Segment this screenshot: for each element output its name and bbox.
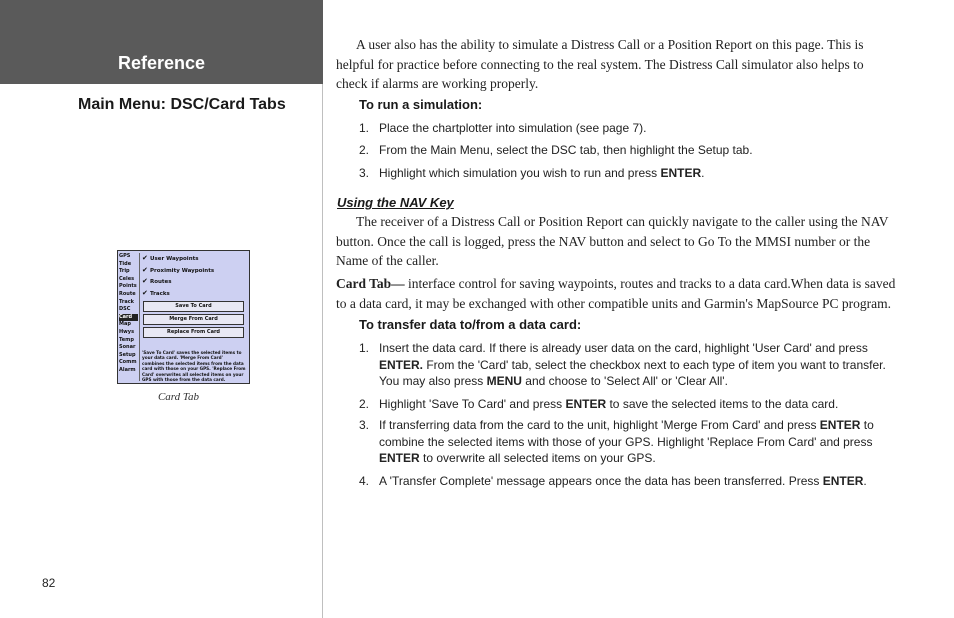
device-tab-map: Map [119, 321, 131, 328]
step-text: to combine the selected items with those of your GPS. Highlight 'Replace From Card' and press [379, 418, 874, 449]
device-save-to-card-button: Save To Card [143, 301, 244, 312]
device-checkbox-routes [140, 276, 247, 288]
key-label: ENTER [822, 474, 864, 488]
step-text: Place the chartplotter into simulation (see page 7). [379, 121, 647, 135]
step-text: to save the selected items to the data card. [606, 397, 839, 411]
step-number: 4. [359, 474, 370, 488]
check-icon: ✔ [142, 254, 148, 262]
transfer-heading: To transfer data to/from a data card: [359, 317, 582, 332]
device-tab-sonar: Sonar [119, 344, 136, 351]
key-label: ENTER [379, 451, 420, 465]
step-text: From the 'Card' tab, select the checkbox next to each type of item you want to transfer. You may also press [379, 357, 886, 388]
list-item [359, 165, 899, 182]
device-tab-dsc: DSC [119, 306, 131, 313]
step-text: to overwrite all selected items on your GPS. [419, 451, 656, 465]
step-text: Insert the data card. If there is already user data on the card, highlight 'User Card' and press [379, 341, 868, 355]
column-divider [322, 84, 323, 618]
header-title: Reference [117, 53, 206, 73]
figure-caption: Card Tab [157, 391, 200, 403]
intro-paragraph: A user also has the ability to simulate a Distress Call or a Position Report on this page. This is helpful for practice before connecting to the real system. The Distress Call simulator also helps to check if alarms are working properly. [336, 37, 864, 91]
list-item [359, 417, 899, 467]
device-checkbox-proximity-waypoints [140, 265, 247, 277]
device-tab-setup: Setup [119, 351, 136, 358]
step-text: A 'Transfer Complete' message appears once the data has been transferred. Press [379, 474, 823, 488]
step-number: 3. [359, 166, 370, 180]
check-icon: ✔ [142, 288, 148, 297]
list-item [359, 473, 899, 490]
device-checkbox-user-waypoints [140, 253, 247, 265]
list-item [359, 396, 899, 413]
key-label: ENTER [660, 166, 702, 180]
list-item [359, 340, 899, 390]
simulation-heading: To run a simulation: [359, 97, 483, 112]
list-item [359, 142, 899, 159]
card-tab-paragraph [336, 274, 898, 313]
step-number: 1. [359, 341, 370, 355]
device-tab-hwys: Hwys [119, 328, 135, 335]
device-tab-alarm: Alarm [119, 366, 136, 373]
step-number: 2. [359, 143, 370, 157]
step-number: 2. [359, 397, 370, 411]
device-card-panel [139, 253, 247, 381]
device-checkbox-label: Proximity Waypoints [150, 267, 215, 274]
device-tab-trip: Trip [119, 268, 130, 275]
key-label: ENTER. [379, 357, 424, 372]
nav-key-heading: Using the NAV Key [337, 195, 454, 210]
card-tab-lead: Card Tab— [336, 276, 405, 291]
device-merge-from-card-button: Merge From Card [143, 314, 244, 325]
device-tab-route: Route [119, 290, 136, 297]
step-text: If transferring data from the card to the unit, highlight 'Merge From Card' and press [379, 418, 820, 432]
list-item [359, 120, 899, 137]
device-checkbox-label: Tracks [150, 290, 170, 297]
page-number: 82 [42, 576, 56, 590]
step-text: and choose to 'Select All' or 'Clear All'. [521, 374, 728, 388]
step-text: Highlight 'Save To Card' and press [379, 397, 566, 411]
check-icon: ✔ [142, 265, 148, 274]
device-tab-track: Track [119, 298, 134, 305]
nav-key-paragraph: The receiver of a Distress Call or Position Report can quickly navigate to the caller using the NAV button. Once the call is logged, press the NAV button and select to Go To the MMSI number or the Name of the caller. [336, 214, 889, 268]
step-number: 3. [359, 418, 370, 432]
check-icon: ✔ [142, 277, 148, 285]
step-text: From the Main Menu, select the DSC tab, then highlight the Setup tab. [379, 143, 753, 157]
step-text: . [701, 166, 705, 180]
key-label: MENU [486, 374, 522, 388]
device-tab-temp: Temp [119, 336, 134, 343]
device-checkbox-label: User Waypoints [150, 256, 199, 262]
section-title: Main Menu: DSC/Card Tabs [78, 96, 286, 113]
device-checkbox-label: Routes [150, 279, 172, 285]
step-text: . [863, 474, 867, 488]
step-text: Highlight which simulation you wish to run and press [379, 166, 661, 180]
device-tab-card: Card [119, 314, 138, 322]
key-label: ENTER [565, 397, 607, 411]
device-tab-gps: GPS [119, 253, 131, 259]
device-tab-tide: Tide [119, 260, 132, 267]
device-tab-points: Points [119, 283, 137, 290]
device-checkbox-tracks [140, 288, 247, 300]
device-tab-celes: Celes [119, 275, 135, 282]
device-tab-comm: Comm [119, 359, 137, 366]
step-number: 1. [359, 121, 370, 135]
device-screenshot [117, 250, 250, 384]
device-description: 'Save To Card' saves the selected items to your data card. 'Merge From Card' combines the selected items from the data card with those on your GPS. 'Replace From Card' overwrites all selected items on your GPS with those from the data card. [142, 350, 246, 383]
device-tab-list [119, 253, 138, 375]
key-label: ENTER [819, 418, 861, 432]
device-replace-from-card-button: Replace From Card [143, 327, 244, 338]
card-tab-text: interface control for saving waypoints, routes and tracks to a data card.When data is saved to a data card, it may be exchanged with other compatible units and Garmin's MapSource PC program. [336, 276, 896, 311]
